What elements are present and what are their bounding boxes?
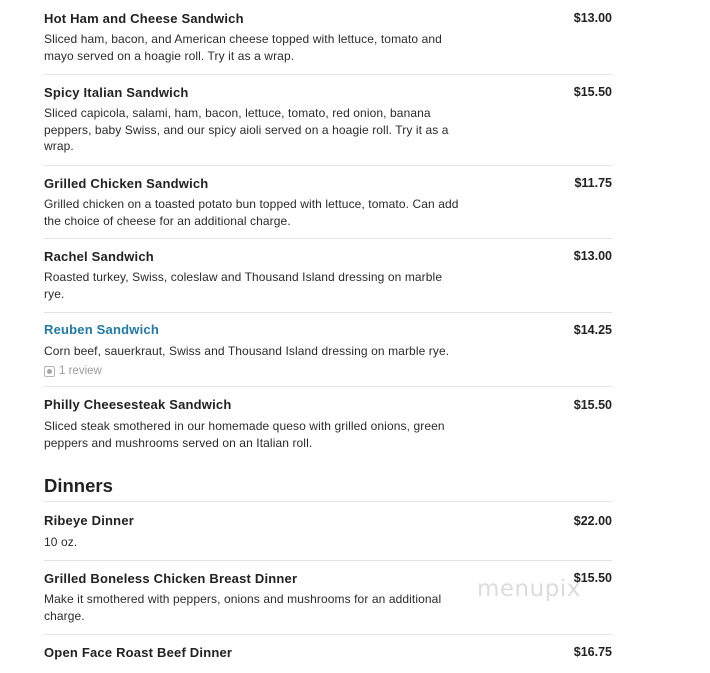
menu-item [44, 503, 612, 561]
menu-item [44, 387, 612, 455]
item-name: Philly Cheesesteak Sandwich [44, 397, 232, 412]
review-icon [44, 366, 55, 377]
item-description: Sliced capicola, salami, ham, bacon, lettuce, tomato, red onion, banana peppers, baby Swiss, and our spicy aioli served on a hoagie roll. Try it as a wrap. [44, 106, 449, 153]
item-name: Ribeye Dinner [44, 513, 135, 528]
item-name: Rachel Sandwich [44, 249, 154, 264]
menu-item [44, 313, 612, 387]
item-description: Corn beef, sauerkraut, Swiss and Thousand Island dressing on marble rye. [44, 344, 450, 358]
section-divider [44, 501, 612, 502]
item-name: Open Face Roast Beef Dinner [44, 645, 233, 660]
review-link[interactable] [44, 365, 102, 377]
section-title: Dinners [44, 475, 113, 496]
item-name: Spicy Italian Sandwich [44, 85, 189, 100]
item-price: $15.50 [573, 85, 612, 99]
item-price: $13.00 [573, 11, 612, 25]
reuben-sandwich-link[interactable]: Reuben Sandwich [44, 322, 159, 337]
item-name: Grilled Boneless Chicken Breast Dinner [44, 571, 298, 586]
item-price: $22.00 [573, 514, 612, 528]
dinners-section [44, 455, 612, 503]
item-price: $15.50 [573, 571, 612, 585]
menu-item [44, 635, 612, 671]
item-description: Sliced steak smothered in our homemade queso with grilled onions, green peppers and mushrooms served on an Italian roll. [44, 419, 445, 450]
item-name: Grilled Chicken Sandwich [44, 176, 209, 191]
item-price: $11.75 [574, 176, 612, 190]
review-count: 1 review [59, 365, 102, 377]
item-description: Make it smothered with peppers, onions and mushrooms for an additional charge. [44, 592, 442, 623]
item-price: $14.25 [573, 323, 612, 337]
item-price: $16.75 [573, 645, 612, 659]
item-description: 10 oz. [44, 535, 78, 549]
menu-item [44, 239, 612, 313]
item-name: Hot Ham and Cheese Sandwich [44, 11, 244, 26]
menupix-watermark: menupix [477, 576, 581, 602]
item-price: $13.00 [573, 249, 612, 263]
item-description: Sliced ham, bacon, and American cheese topped with lettuce, tomato and mayo served on a hoagie roll. Try it as a wrap. [44, 32, 442, 63]
menu-item [44, 166, 612, 239]
item-description: Grilled chicken on a toasted potato bun topped with lettuce, tomato. Can add the choice of cheese for an additional charge. [44, 197, 459, 228]
menu-list [44, 0, 612, 671]
menu-item [44, 75, 612, 166]
item-price: $15.50 [573, 398, 612, 412]
menu-item [44, 0, 612, 75]
item-description: Roasted turkey, Swiss, coleslaw and Thousand Island dressing on marble rye. [44, 270, 443, 301]
